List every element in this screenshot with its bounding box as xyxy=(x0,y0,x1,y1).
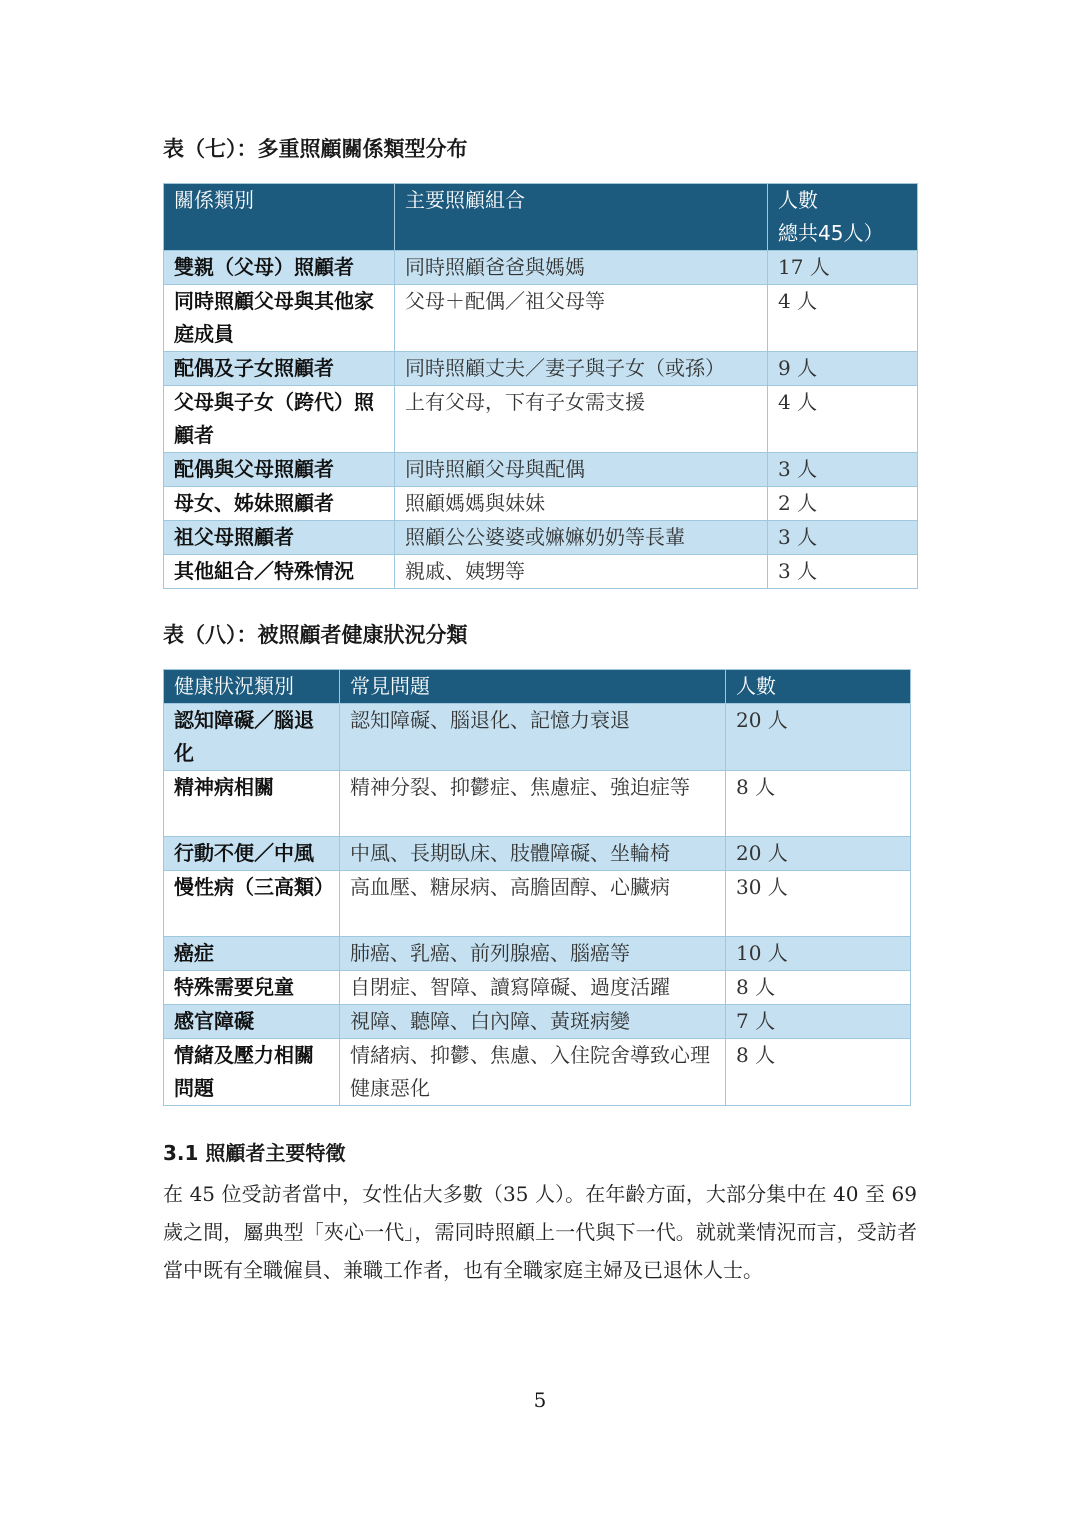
table8-header-category: 健康狀況類別 xyxy=(164,670,340,704)
table-row xyxy=(164,487,918,521)
table-row xyxy=(164,871,911,937)
table7-header-combination: 主要照顧組合 xyxy=(395,184,768,251)
row-issues: 精神分裂、抑鬱症、焦慮症、強迫症等 xyxy=(340,771,726,837)
row-combination: 照顧公公婆婆或嫲嫲奶奶等長輩 xyxy=(395,521,768,555)
table-row xyxy=(164,521,918,555)
table-row xyxy=(164,771,911,837)
row-count: 2 人 xyxy=(768,487,918,521)
row-count: 8 人 xyxy=(726,1039,911,1106)
table-row xyxy=(164,971,911,1005)
row-count: 10 人 xyxy=(726,937,911,971)
table7-caption: 表（七）：多重照顧關係類型分布 xyxy=(163,137,468,161)
row-count: 7 人 xyxy=(726,1005,911,1039)
row-combination: 同時照顧丈夫／妻子與子女（或孫） xyxy=(395,352,768,386)
row-count: 4 人 xyxy=(768,285,918,352)
row-category: 同時照顧父母與其他家庭成員 xyxy=(164,285,395,352)
row-combination: 上有父母，下有子女需支援 xyxy=(395,386,768,453)
row-combination: 父母＋配偶／祖父母等 xyxy=(395,285,768,352)
row-category: 精神病相關 xyxy=(164,771,340,837)
table-row xyxy=(164,1039,911,1106)
table-row xyxy=(164,453,918,487)
table8-header-issues: 常見問題 xyxy=(340,670,726,704)
table7-header-count-line1: 人數 xyxy=(778,188,818,212)
row-category: 配偶與父母照顧者 xyxy=(164,453,395,487)
row-issues: 自閉症、智障、讀寫障礙、過度活躍 xyxy=(340,971,726,1005)
table-row xyxy=(164,837,911,871)
row-issues: 肺癌、乳癌、前列腺癌、腦癌等 xyxy=(340,937,726,971)
table7-header-category: 關係類別 xyxy=(164,184,395,251)
row-count: 17 人 xyxy=(768,251,918,285)
table-row xyxy=(164,704,911,771)
row-category: 感官障礙 xyxy=(164,1005,340,1039)
row-issues: 情緒病、抑鬱、焦慮、入住院舍導致心理健康惡化 xyxy=(340,1039,726,1106)
row-count: 3 人 xyxy=(768,555,918,589)
table8 xyxy=(163,669,911,1106)
table-row xyxy=(164,251,918,285)
page-number: 5 xyxy=(533,1388,547,1412)
row-combination: 照顧媽媽與妹妹 xyxy=(395,487,768,521)
row-count: 9 人 xyxy=(768,352,918,386)
section-title: 3.1 照顧者主要特徵 xyxy=(163,1141,346,1165)
row-category: 母女、姊妹照顧者 xyxy=(164,487,395,521)
row-category: 慢性病（三高類） xyxy=(164,871,340,937)
row-category: 特殊需要兒童 xyxy=(164,971,340,1005)
table8-header-count: 人數 xyxy=(726,670,911,704)
row-count: 20 人 xyxy=(726,837,911,871)
table7 xyxy=(163,183,918,589)
table-row xyxy=(164,555,918,589)
row-issues: 認知障礙、腦退化、記憶力衰退 xyxy=(340,704,726,771)
row-combination: 同時照顧父母與配偶 xyxy=(395,453,768,487)
row-combination: 同時照顧爸爸與媽媽 xyxy=(395,251,768,285)
row-count: 30 人 xyxy=(726,871,911,937)
table7-header-row xyxy=(164,184,918,251)
row-category: 情緒及壓力相關問題 xyxy=(164,1039,340,1106)
section-paragraph: 在 45 位受訪者當中，女性佔大多數（35 人）。在年齡方面，大部分集中在 40 至 69 歲之間，屬典型「夾心一代」，需同時照顧上一代與下一代。就就業情況而言，受訪者當中既有全職僱員、兼職工作者，也有全職家庭主婦及已退休人士。 xyxy=(163,1182,917,1282)
table8-header-row xyxy=(164,670,911,704)
row-category: 認知障礙／腦退化 xyxy=(164,704,340,771)
row-issues: 中風、長期臥床、肢體障礙、坐輪椅 xyxy=(340,837,726,871)
table8-caption: 表（八）：被照顧者健康狀況分類 xyxy=(163,623,468,647)
row-category: 配偶及子女照顧者 xyxy=(164,352,395,386)
table-row xyxy=(164,352,918,386)
row-category: 父母與子女（跨代）照顧者 xyxy=(164,386,395,453)
row-count: 4 人 xyxy=(768,386,918,453)
table-row xyxy=(164,285,918,352)
table7-header-count-line2: 總共45人） xyxy=(778,221,884,245)
row-category: 行動不便／中風 xyxy=(164,837,340,871)
row-category: 癌症 xyxy=(164,937,340,971)
row-issues: 高血壓、糖尿病、高膽固醇、心臟病 xyxy=(340,871,726,937)
row-count: 8 人 xyxy=(726,771,911,837)
table7-header-count xyxy=(768,184,918,251)
row-count: 3 人 xyxy=(768,453,918,487)
table-row xyxy=(164,937,911,971)
row-count: 3 人 xyxy=(768,521,918,555)
row-count: 8 人 xyxy=(726,971,911,1005)
table-row xyxy=(164,1005,911,1039)
row-category: 其他組合／特殊情況 xyxy=(164,555,395,589)
row-combination: 親戚、姨甥等 xyxy=(395,555,768,589)
row-category: 雙親（父母）照顧者 xyxy=(164,251,395,285)
row-issues: 視障、聽障、白內障、黃斑病變 xyxy=(340,1005,726,1039)
row-count: 20 人 xyxy=(726,704,911,771)
table-row xyxy=(164,386,918,453)
row-category: 祖父母照顧者 xyxy=(164,521,395,555)
